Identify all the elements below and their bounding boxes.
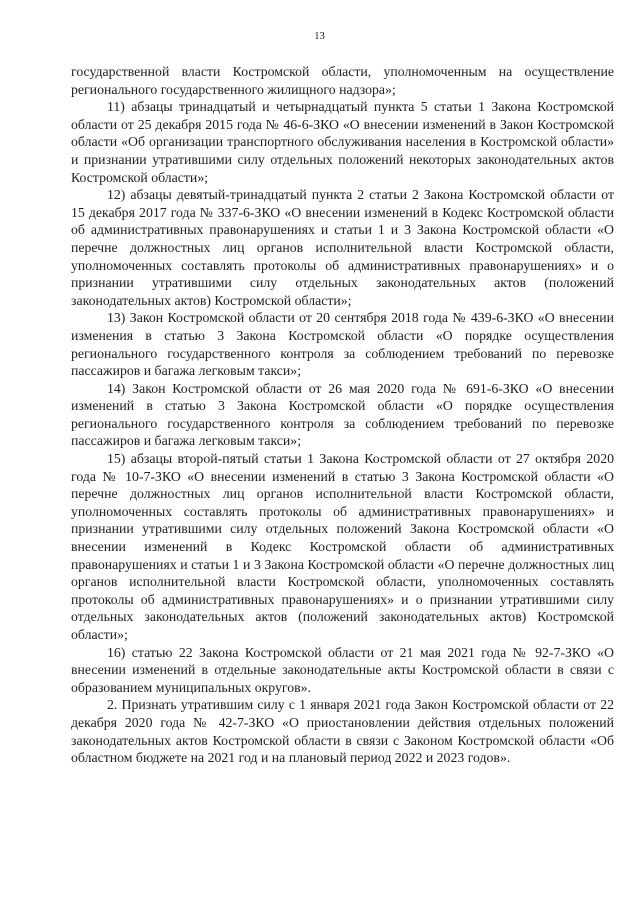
list-item-16: 16) статью 22 Закона Костромской области от 21 мая 2021 года № 92-7-ЗКО «О внесении изменений в отдельные законодательные акты Костромской области в связи с образованием муниципальных округов». bbox=[71, 644, 614, 695]
list-item-15: 15) абзацы второй-пятый статьи 1 Закона Костромской области от 27 октября 2020 года № 10-7-ЗКО «О внесении изменений в статью 3 Закона Костромской области «О перечне должностных лиц органов исполнительной власти Костромской области, уполномоченных составлять протоколы об административных правонарушениях» и признании утратившими силу отдельных положений Закона Костромской области «О внесении изменений в Кодекс Костромской области об административных правонарушениях и статьи 1 и 3 Закона Костромской области «О перечне должностных лиц органов исполнительной власти Костромской области, уполномоченных составлять протоколы об административных правонарушениях» и о признании утратившими силу отдельных законодательных актов (положений законодательных актов) Костромской области»; bbox=[71, 451, 614, 642]
list-item-13: 13) Закон Костромской области от 20 сентября 2018 года № 439-6-ЗКО «О внесении изменения в статью 3 Закона Костромской области «О порядке осуществления регионального государственного контроля за соблюдением требований по перевозке пассажиров и багажа легковым такси»; bbox=[71, 310, 614, 379]
list-item-12: 12) абзацы девятый-тринадцатый пункта 2 статьи 2 Закона Костромской области от 15 декабря 2017 года № 337-6-ЗКО «О внесении изменений в Кодекс Костромской области об административных правонарушениях и статьи 1 и 3 Закона Костромской области «О перечне должностных лиц органов исполнительной власти Костромской области, уполномоченных составлять протоколы об административных правонарушениях» и о признании утратившими силу отдельных законодательных актов (положений законодательных актов) Костромской области»; bbox=[71, 187, 614, 308]
page-number: 13 bbox=[314, 31, 325, 42]
list-item-14: 14) Закон Костромской области от 26 мая 2020 года № 691-6-ЗКО «О внесении изменений в статью 3 Закона Костромской области «О порядке осуществления регионального государственного контроля за соблюдением требований по перевозке пассажиров и багажа легковым такси»; bbox=[71, 380, 614, 449]
clause-2: 2. Признать утратившим силу с 1 января 2021 года Закон Костромской области от 22 декабря 2020 года № 42-7-ЗКО «О приостановлении действия отдельных положений законодательных актов Костромской области в связи с Законом Костромской области «Об областном бюджете на 2021 год и на плановый период 2022 и 2023 годов». bbox=[71, 697, 614, 766]
list-item-11: 11) абзацы тринадцатый и четырнадцатый пункта 5 статьи 1 Закона Костромской области от 25 декабря 2015 года № 46-6-ЗКО «О внесении изменений в Закон Костромской области «Об организации транспортного обслуживания населения в Костромской области» и признании утратившими силу отдельных положений некоторых законодательных актов Костромской области»; bbox=[71, 99, 614, 185]
paragraph-continuation: государственной власти Костромской области, уполномоченным на осуществление регионального государственного жилищного надзора»; bbox=[71, 64, 614, 97]
document-body bbox=[71, 63, 614, 767]
